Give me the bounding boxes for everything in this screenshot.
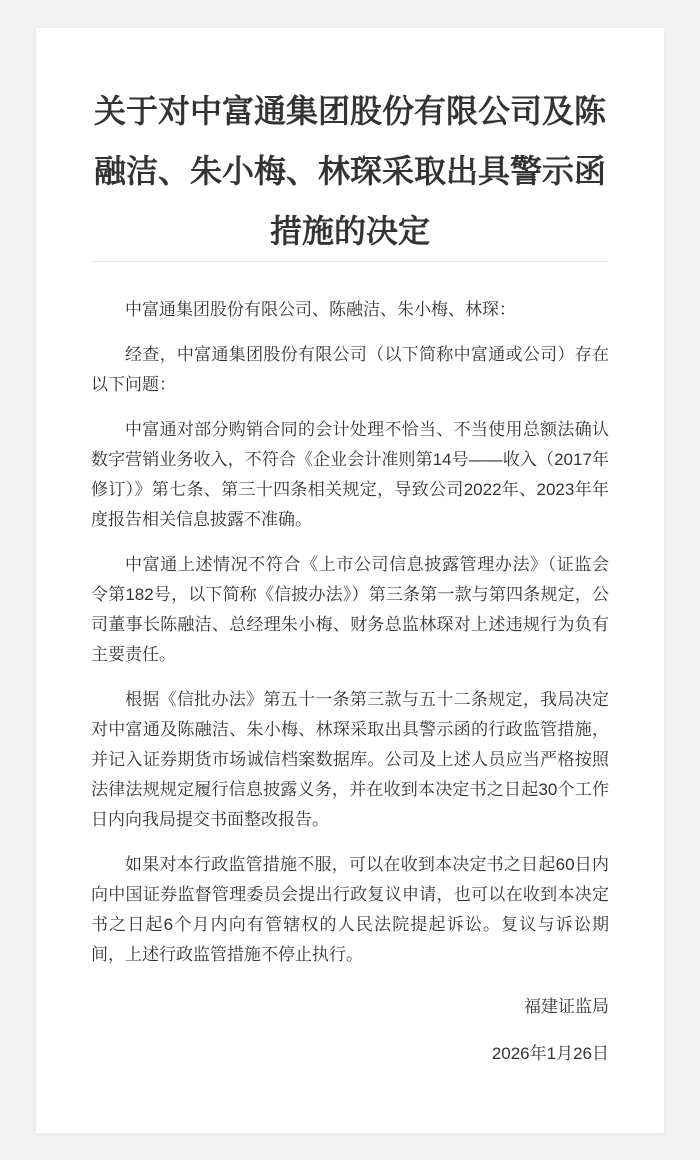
issue-date: 2026年1月26日 <box>491 1044 609 1063</box>
body-paragraph: 中富通上述情况不符合《上市公司信息披露管理办法》（证监会令第182号，以下简称《信披办法》）第三条第一款与第四条规定，公司董事长陈融洁、总经理朱小梅、财务总监林琛对上述违规行为负有主要责任。 <box>91 555 609 664</box>
document-card <box>36 28 664 1133</box>
issuer-signature: 福建证监局 <box>524 997 609 1016</box>
body-paragraph: 如果对本行政监管措施不服，可以在收到本决定书之日起60日内向中国证券监督管理委员会提出行政复议申请，也可以在收到本决定书之日起6个月内向有管辖权的人民法院提起诉讼。复议与诉讼期间，上述行政监管措施不停止执行。 <box>91 855 609 964</box>
document-body <box>91 262 609 1069</box>
body-paragraph: 根据《信批办法》第五十一条第三款与五十二条规定，我局决定对中富通及陈融洁、朱小梅、林琛采取出具警示函的行政监管措施，并记入证券期货市场诚信档案数据库。公司及上述人员应当严格按照法律法规规定履行信息披露义务，并在收到本决定书之日起30个工作日内向我局提交书面整改报告。 <box>91 690 609 829</box>
body-paragraph: 经查，中富通集团股份有限公司（以下简称中富通或公司）存在以下问题： <box>91 345 609 394</box>
document-title: 关于对中富通集团股份有限公司及陈融洁、朱小梅、林琛采取出具警示函措施的决定 <box>93 93 606 249</box>
body-paragraph: 中富通对部分购销合同的会计处理不恰当、不当使用总额法确认数字营销业务收入，不符合《企业会计准则第14号——收入（2017年修订）》第七条、第三十四条相关规定，导致公司2022年、2023年年度报告相关信息披露不准确。 <box>91 420 609 529</box>
salutation-paragraph: 中富通集团股份有限公司、陈融洁、朱小梅、林琛： <box>125 300 516 319</box>
